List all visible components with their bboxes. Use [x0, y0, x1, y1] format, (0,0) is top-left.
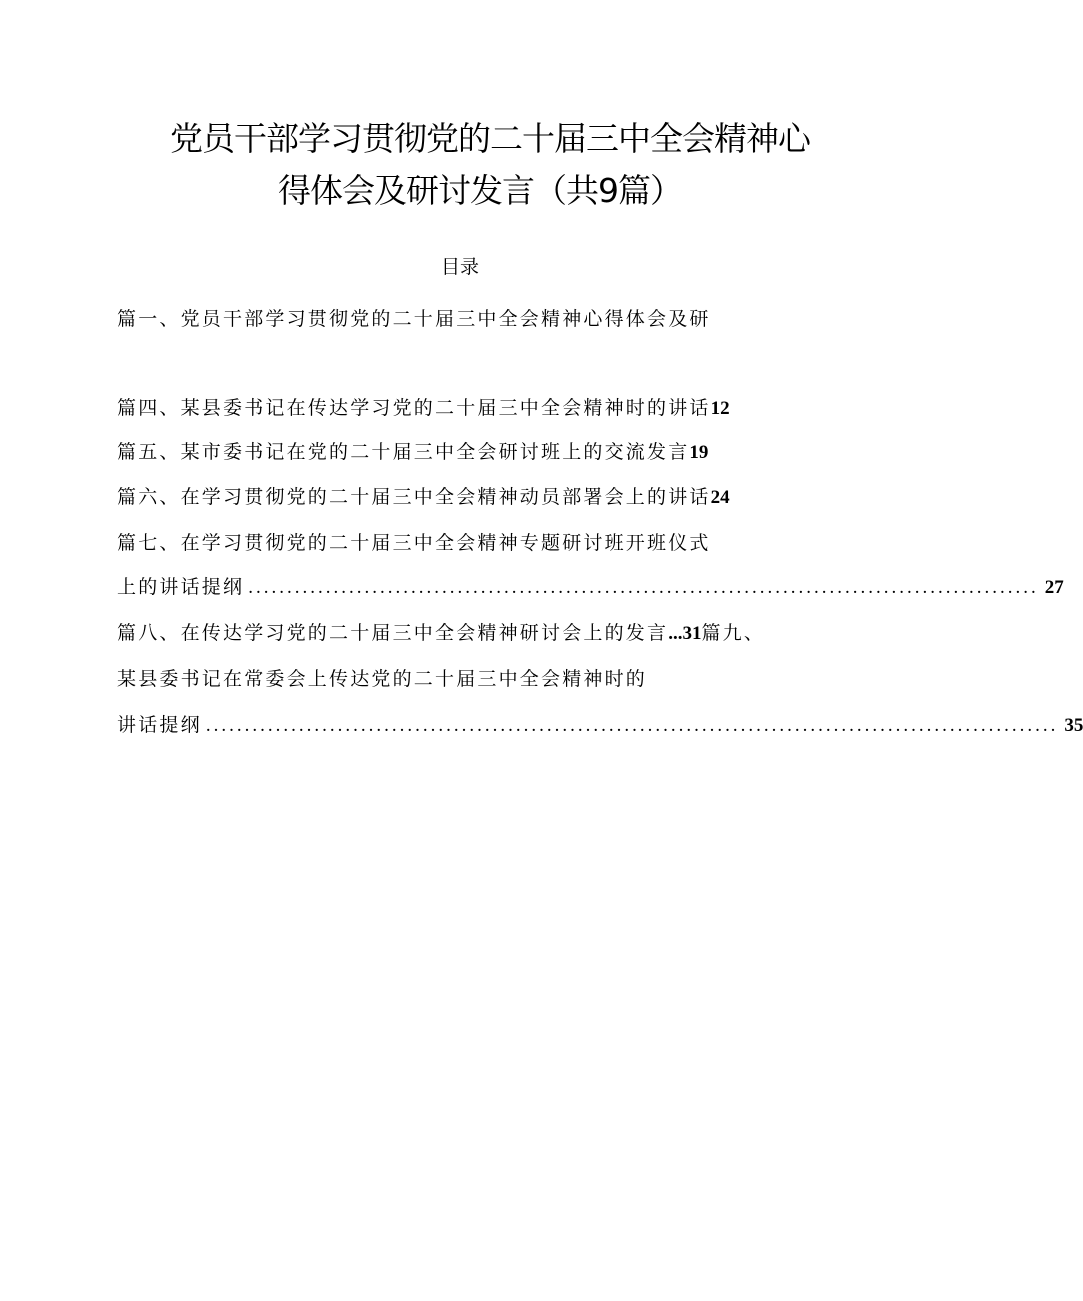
toc-entry-1[interactable]: [117, 310, 711, 329]
toc-entry-9[interactable]: [117, 670, 647, 689]
toc-entry-6-page: 24: [710, 487, 730, 508]
toc-entry-9-prefix: 篇九、: [701, 622, 766, 644]
toc-entry-6[interactable]: [117, 488, 730, 507]
toc-entry-4[interactable]: [117, 399, 730, 418]
toc-entry-7-text: 篇七、在学习贯彻党的二十届三中全会精神专题研讨班开班仪式: [117, 532, 711, 554]
dot-leader: ..............................................................................................................: [205, 715, 1059, 736]
toc-entry-9-continuation[interactable]: [117, 714, 1083, 736]
toc-entry-1-text: 篇一、党员干部学习贯彻党的二十届三中全会精神心得体会及研: [117, 308, 711, 330]
toc-entry-5[interactable]: [117, 443, 708, 462]
document-title-line-1: 党员干部学习贯彻党的二十届三中全会精神心: [170, 119, 810, 158]
toc-entry-7-page: 27: [1044, 577, 1064, 598]
toc-entry-9-cont-text: 讲话提纲: [117, 714, 202, 736]
toc-entry-4-text: 篇四、某县委书记在传达学习党的二十届三中全会精神时的讲话: [117, 397, 711, 419]
toc-entry-5-text: 篇五、某市委书记在党的二十届三中全会研讨班上的交流发言: [117, 441, 690, 463]
toc-entry-7-continuation[interactable]: [117, 576, 1064, 598]
toc-entry-7-cont-text: 上的讲话提纲: [117, 576, 245, 598]
toc-entry-4-page: 12: [710, 398, 730, 419]
toc-entry-5-page: 19: [689, 442, 709, 463]
toc-entry-9-page: 35: [1064, 715, 1083, 736]
toc-entry-8[interactable]: [117, 624, 765, 643]
toc-entry-7[interactable]: [117, 534, 711, 553]
toc-entry-8-leader: ...: [668, 623, 683, 644]
toc-entry-6-text: 篇六、在学习贯彻党的二十届三中全会精神动员部署会上的讲话: [117, 486, 711, 508]
dot-leader: ......................................................................................................: [248, 577, 1039, 598]
document-title-line-2: 得体会及研讨发言（共9篇）: [278, 171, 682, 210]
toc-entry-8-page: 31: [682, 623, 702, 644]
toc-entry-9-text: 某县委书记在常委会上传达党的二十届三中全会精神时的: [117, 668, 648, 690]
toc-entry-8-text: 篇八、在传达学习党的二十届三中全会精神研讨会上的发言: [117, 622, 669, 644]
toc-heading: 目录: [440, 256, 479, 278]
